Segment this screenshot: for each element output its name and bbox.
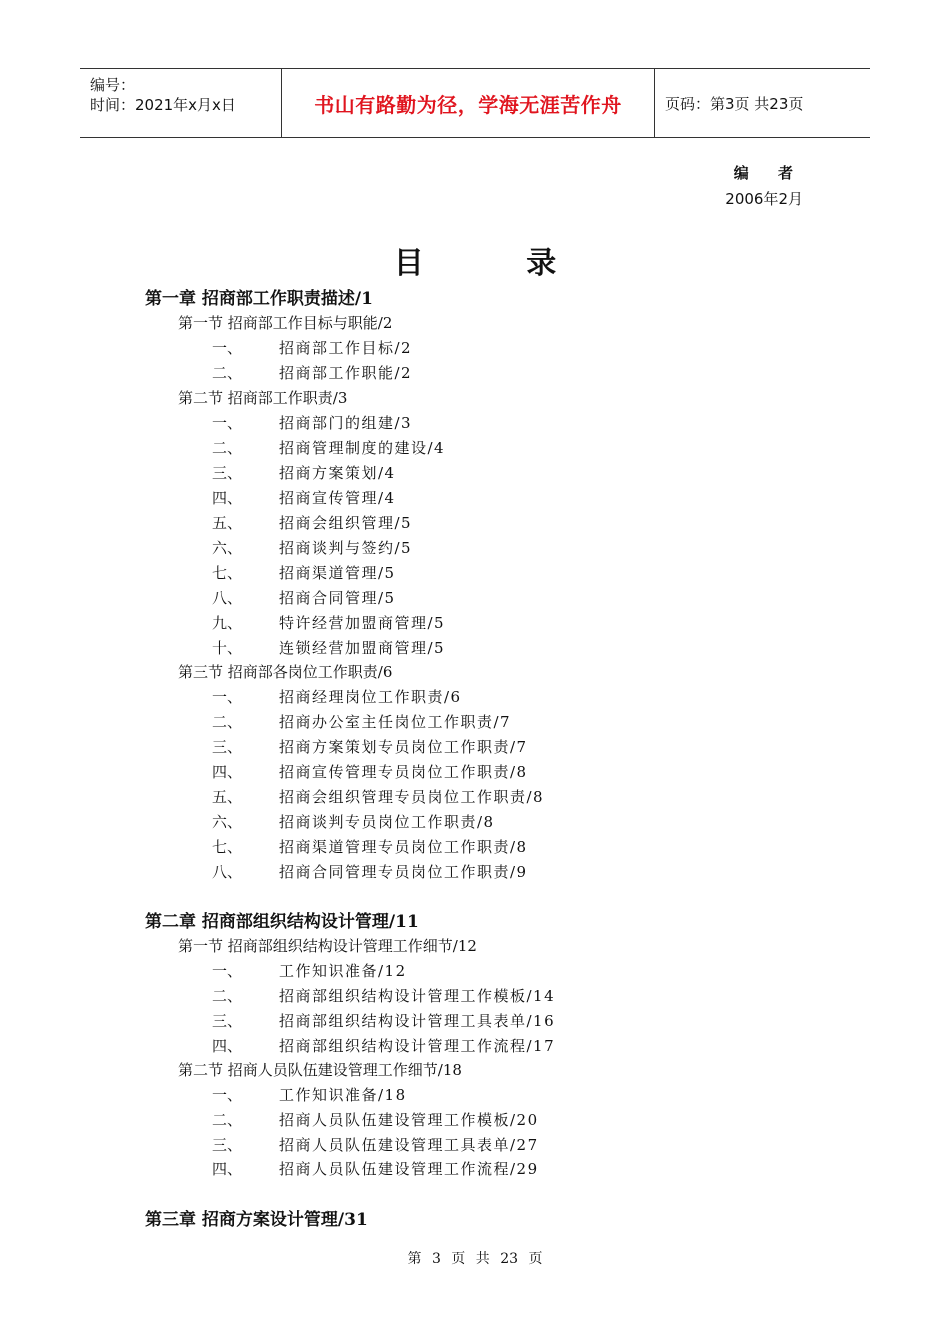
toc-item-number: 一、 <box>212 688 243 706</box>
toc-item-text: 招商管理制度的建设/4 <box>279 439 446 457</box>
toc-item-text: 招商办公室主任岗位工作职责/7 <box>279 713 512 731</box>
toc-item-number: 二、 <box>212 439 243 457</box>
header-motto-cell <box>282 69 655 137</box>
publish-date: 2006年2月 <box>725 190 803 208</box>
toc-item-text: 招商渠道管理专员岗位工作职责/8 <box>279 838 528 856</box>
toc-item-number: 六、 <box>212 539 243 557</box>
toc-item-number: 四、 <box>212 1037 243 1055</box>
toc-item-number: 八、 <box>212 589 243 607</box>
toc-item-text: 招商部工作职能/2 <box>279 364 413 382</box>
toc-item-number: 五、 <box>212 514 243 532</box>
toc-item-text: 招商部组织结构设计管理工作模板/14 <box>279 987 556 1005</box>
toc-item-number: 六、 <box>212 813 243 831</box>
toc-item-text: 招商人员队伍建设管理工作模板/20 <box>279 1111 539 1129</box>
toc-item-text: 招商宣传管理专员岗位工作职责/8 <box>279 763 528 781</box>
toc-item-text: 特许经营加盟商管理/5 <box>279 614 446 632</box>
toc-item-text: 招商渠道管理/5 <box>279 564 396 582</box>
toc-item-text: 招商经理岗位工作职责/6 <box>279 688 462 706</box>
toc-item-text: 招商人员队伍建设管理工具表单/27 <box>279 1136 539 1154</box>
editor-label: 编 者 <box>733 164 805 182</box>
toc-item-text: 招商方案策划/4 <box>279 464 396 482</box>
toc-item-number: 一、 <box>212 339 243 357</box>
toc-item-number: 七、 <box>212 564 243 582</box>
toc-item-number: 八、 <box>212 863 243 881</box>
toc-item-text: 招商部工作目标/2 <box>279 339 413 357</box>
toc-item-number: 四、 <box>212 489 243 507</box>
toc-item-number: 三、 <box>212 464 243 482</box>
toc-item-text: 工作知识准备/12 <box>279 962 407 980</box>
toc-title: 目 录 <box>393 246 603 281</box>
header-motto: 书山有路勤为径，学海无涯苦作舟 <box>314 92 622 117</box>
toc-item-text: 招商部门的组建/3 <box>279 414 413 432</box>
document-time-label: 时间：2021年x月x日 <box>90 96 236 114</box>
toc-item-number: 十、 <box>212 639 243 657</box>
toc-item-number: 二、 <box>212 364 243 382</box>
toc-item-text: 招商会组织管理/5 <box>279 514 413 532</box>
page-footer: 第 3 页 共 23 页 <box>407 1251 543 1267</box>
toc-item-number: 一、 <box>212 1086 243 1104</box>
page-header <box>80 68 870 138</box>
toc-item-number: 四、 <box>212 763 243 781</box>
toc-item-number: 三、 <box>212 1012 243 1030</box>
toc-item-number: 二、 <box>212 1111 243 1129</box>
toc-section[interactable]: 第二节 招商部工作职责/3 <box>178 389 348 407</box>
toc-item-number: 二、 <box>212 713 243 731</box>
toc-section[interactable]: 第一节 招商部组织结构设计管理工作细节/12 <box>178 937 477 955</box>
toc-section[interactable]: 第二节 招商人员队伍建设管理工作细节/18 <box>178 1061 462 1079</box>
toc-section[interactable]: 第一节 招商部工作目标与职能/2 <box>178 314 393 332</box>
toc-item-number: 五、 <box>212 788 243 806</box>
toc-item-number: 三、 <box>212 738 243 756</box>
toc-item-number: 四、 <box>212 1160 243 1178</box>
toc-item-text: 招商合同管理专员岗位工作职责/9 <box>279 863 528 881</box>
toc-item-text: 招商方案策划专员岗位工作职责/7 <box>279 738 528 756</box>
toc-chapter[interactable]: 第二章 招商部组织结构设计管理/11 <box>145 912 419 932</box>
toc-item-number: 一、 <box>212 414 243 432</box>
toc-item-text: 工作知识准备/18 <box>279 1086 407 1104</box>
toc-item-text: 招商部组织结构设计管理工具表单/16 <box>279 1012 556 1030</box>
toc-chapter[interactable]: 第一章 招商部工作职责描述/1 <box>145 289 373 309</box>
toc-item-text: 招商宣传管理/4 <box>279 489 396 507</box>
toc-item-text: 招商会组织管理专员岗位工作职责/8 <box>279 788 545 806</box>
toc-item-number: 一、 <box>212 962 243 980</box>
toc-item-text: 招商谈判与签约/5 <box>279 539 413 557</box>
toc-item-text: 招商合同管理/5 <box>279 589 396 607</box>
toc-item-text: 连锁经营加盟商管理/5 <box>279 639 446 657</box>
toc-item-text: 招商谈判专员岗位工作职责/8 <box>279 813 495 831</box>
document-number-label: 编号： <box>90 76 136 94</box>
toc-chapter[interactable]: 第三章 招商方案设计管理/31 <box>145 1210 368 1230</box>
toc-item-number: 七、 <box>212 838 243 856</box>
header-meta <box>80 69 282 137</box>
toc-item-number: 二、 <box>212 987 243 1005</box>
toc-item-number: 三、 <box>212 1136 243 1154</box>
toc-section[interactable]: 第三节 招商部各岗位工作职责/6 <box>178 663 393 681</box>
toc-item-text: 招商部组织结构设计管理工作流程/17 <box>279 1037 556 1055</box>
header-page-info: 页码：第3页 共23页 <box>665 94 804 113</box>
toc-item-number: 九、 <box>212 614 243 632</box>
toc-item-text: 招商人员队伍建设管理工作流程/29 <box>279 1160 539 1178</box>
